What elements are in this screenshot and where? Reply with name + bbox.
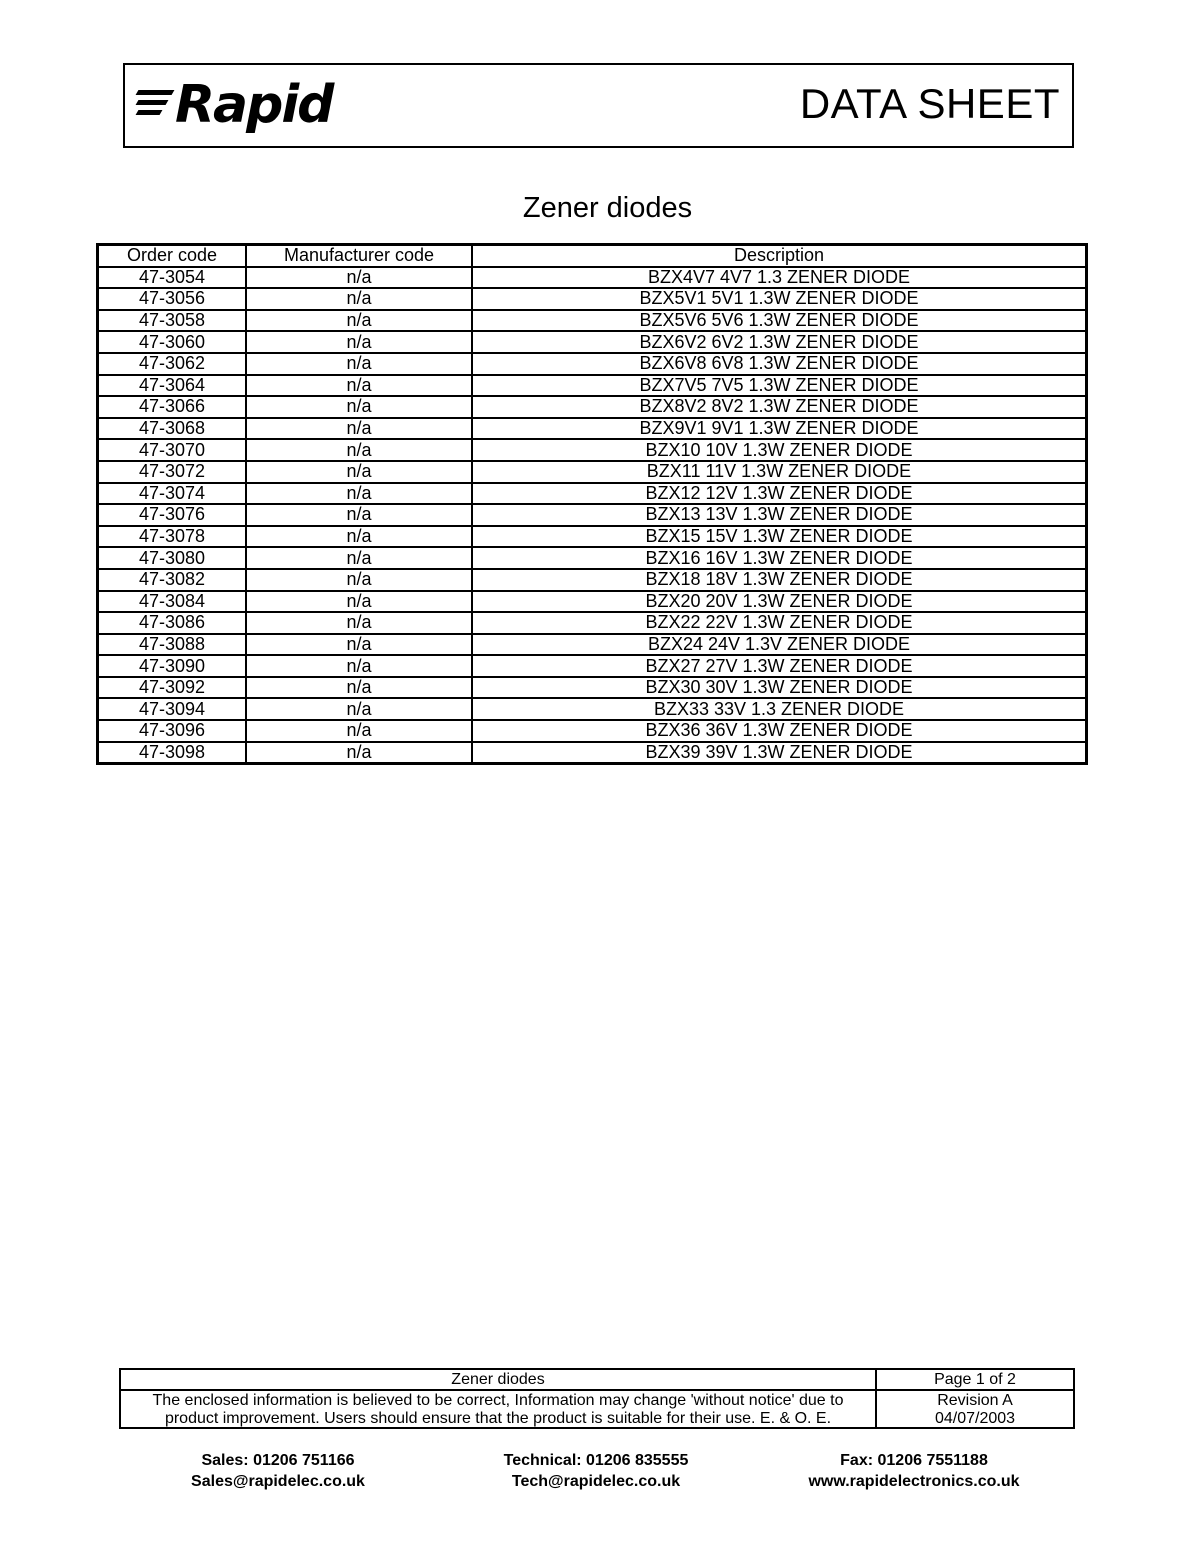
manufacturer-code-cell: n/a xyxy=(246,526,472,548)
footer-right xyxy=(877,1370,1073,1427)
manufacturer-code-cell: n/a xyxy=(246,267,472,289)
order-code-cell: 47-3054 xyxy=(98,267,247,289)
description-cell: BZX8V2 8V2 1.3W ZENER DIODE xyxy=(472,396,1087,418)
table-row xyxy=(98,483,1087,505)
sheet-title: DATA SHEET xyxy=(799,80,1060,127)
order-code-cell: 47-3080 xyxy=(98,547,247,569)
order-code-cell: 47-3076 xyxy=(98,504,247,526)
manufacturer-code-cell: n/a xyxy=(246,310,472,332)
website-link[interactable]: www.rapidelectronics.co.uk xyxy=(808,1473,1020,1490)
page-number: Page 1 of 2 xyxy=(877,1370,1073,1391)
table-row xyxy=(98,461,1087,483)
technical-phone: Technical: 01206 835555 xyxy=(503,1452,689,1469)
manufacturer-code-cell: n/a xyxy=(246,742,472,764)
manufacturer-code-cell: n/a xyxy=(246,547,472,569)
sales-email[interactable]: Sales@rapidelec.co.uk xyxy=(191,1473,365,1490)
table-row xyxy=(98,288,1087,310)
column-header-order-code: Order code xyxy=(98,245,247,267)
order-code-cell: 47-3078 xyxy=(98,526,247,548)
manufacturer-code-cell: n/a xyxy=(246,461,472,483)
order-code-cell: 47-3056 xyxy=(98,288,247,310)
table-body xyxy=(98,267,1087,764)
table-row xyxy=(98,375,1087,397)
order-code-cell: 47-3060 xyxy=(98,331,247,353)
manufacturer-code-cell: n/a xyxy=(246,655,472,677)
document-title: Zener diodes xyxy=(522,192,693,224)
manufacturer-code-cell: n/a xyxy=(246,288,472,310)
description-cell: BZX9V1 9V1 1.3W ZENER DIODE xyxy=(472,418,1087,440)
description-cell: BZX6V2 6V2 1.3W ZENER DIODE xyxy=(472,331,1087,353)
description-cell: BZX6V8 6V8 1.3W ZENER DIODE xyxy=(472,353,1087,375)
order-code-cell: 47-3064 xyxy=(98,375,247,397)
description-cell: BZX11 11V 1.3W ZENER DIODE xyxy=(472,461,1087,483)
parts-table xyxy=(96,243,1088,765)
manufacturer-code-cell: n/a xyxy=(246,612,472,634)
order-code-cell: 47-3062 xyxy=(98,353,247,375)
description-cell: BZX20 20V 1.3W ZENER DIODE xyxy=(472,591,1087,613)
footer-table xyxy=(119,1368,1075,1429)
manufacturer-code-cell: n/a xyxy=(246,439,472,461)
table-header-row xyxy=(98,245,1087,267)
order-code-cell: 47-3068 xyxy=(98,418,247,440)
table-row xyxy=(98,439,1087,461)
table-row xyxy=(98,569,1087,591)
technical-contact xyxy=(476,1450,716,1492)
manufacturer-code-cell: n/a xyxy=(246,634,472,656)
table-row xyxy=(98,331,1087,353)
fax-number: Fax: 01206 7551188 xyxy=(840,1452,988,1469)
manufacturer-code-cell: n/a xyxy=(246,720,472,742)
order-code-cell: 47-3070 xyxy=(98,439,247,461)
table-row xyxy=(98,547,1087,569)
table-row xyxy=(98,742,1087,764)
order-code-cell: 47-3066 xyxy=(98,396,247,418)
manufacturer-code-cell: n/a xyxy=(246,331,472,353)
description-cell: BZX5V6 5V6 1.3W ZENER DIODE xyxy=(472,310,1087,332)
description-cell: BZX24 24V 1.3V ZENER DIODE xyxy=(472,634,1087,656)
description-cell: BZX27 27V 1.3W ZENER DIODE xyxy=(472,655,1087,677)
description-cell: BZX4V7 4V7 1.3 ZENER DIODE xyxy=(472,267,1087,289)
order-code-cell: 47-3086 xyxy=(98,612,247,634)
table-row xyxy=(98,310,1087,332)
footer-title: Zener diodes xyxy=(121,1370,875,1391)
fax-web-contact xyxy=(794,1450,1034,1492)
technical-email[interactable]: Tech@rapidelec.co.uk xyxy=(511,1473,681,1490)
revision: Revision A xyxy=(937,1392,1013,1409)
order-code-cell: 47-3082 xyxy=(98,569,247,591)
column-header-description: Description xyxy=(472,245,1087,267)
manufacturer-code-cell: n/a xyxy=(246,353,472,375)
manufacturer-code-cell: n/a xyxy=(246,591,472,613)
order-code-cell: 47-3090 xyxy=(98,655,247,677)
description-cell: BZX18 18V 1.3W ZENER DIODE xyxy=(472,569,1087,591)
manufacturer-code-cell: n/a xyxy=(246,483,472,505)
order-code-cell: 47-3098 xyxy=(98,742,247,764)
manufacturer-code-cell: n/a xyxy=(246,698,472,720)
footer-disclaimer xyxy=(121,1391,875,1428)
manufacturer-code-cell: n/a xyxy=(246,504,472,526)
order-code-cell: 47-3058 xyxy=(98,310,247,332)
table-row xyxy=(98,591,1087,613)
description-cell: BZX36 36V 1.3W ZENER DIODE xyxy=(472,720,1087,742)
logo-stripes-icon xyxy=(137,90,173,115)
rapid-logo xyxy=(137,77,332,133)
manufacturer-code-cell: n/a xyxy=(246,677,472,699)
table-row xyxy=(98,396,1087,418)
table-row xyxy=(98,677,1087,699)
table-row xyxy=(98,418,1087,440)
column-header-manufacturer-code: Manufacturer code xyxy=(246,245,472,267)
header-box xyxy=(123,63,1074,148)
table-row xyxy=(98,526,1087,548)
manufacturer-code-cell: n/a xyxy=(246,396,472,418)
description-cell: BZX30 30V 1.3W ZENER DIODE xyxy=(472,677,1087,699)
manufacturer-code-cell: n/a xyxy=(246,375,472,397)
table-row xyxy=(98,612,1087,634)
sales-phone: Sales: 01206 751166 xyxy=(201,1452,355,1469)
order-code-cell: 47-3096 xyxy=(98,720,247,742)
order-code-cell: 47-3092 xyxy=(98,677,247,699)
footer-left xyxy=(121,1370,877,1427)
table-row xyxy=(98,655,1087,677)
description-cell: BZX13 13V 1.3W ZENER DIODE xyxy=(472,504,1087,526)
table-row xyxy=(98,634,1087,656)
order-code-cell: 47-3088 xyxy=(98,634,247,656)
table-row xyxy=(98,353,1087,375)
description-cell: BZX5V1 5V1 1.3W ZENER DIODE xyxy=(472,288,1087,310)
description-cell: BZX39 39V 1.3W ZENER DIODE xyxy=(472,742,1087,764)
table-row xyxy=(98,267,1087,289)
order-code-cell: 47-3072 xyxy=(98,461,247,483)
description-cell: BZX15 15V 1.3W ZENER DIODE xyxy=(472,526,1087,548)
manufacturer-code-cell: n/a xyxy=(246,418,472,440)
description-cell: BZX16 16V 1.3W ZENER DIODE xyxy=(472,547,1087,569)
order-code-cell: 47-3084 xyxy=(98,591,247,613)
description-cell: BZX33 33V 1.3 ZENER DIODE xyxy=(472,698,1087,720)
manufacturer-code-cell: n/a xyxy=(246,569,472,591)
revision-info xyxy=(877,1391,1073,1428)
description-cell: BZX7V5 7V5 1.3W ZENER DIODE xyxy=(472,375,1087,397)
sales-contact xyxy=(168,1450,388,1492)
table-row xyxy=(98,720,1087,742)
disclaimer-line: The enclosed information is believed to be correct, Information may change 'without notice' due to xyxy=(152,1392,844,1409)
disclaimer-line: product improvement. Users should ensure that the product is suitable for their use. E. & O. E. xyxy=(164,1410,832,1427)
revision-date: 04/07/2003 xyxy=(934,1410,1016,1427)
order-code-cell: 47-3094 xyxy=(98,698,247,720)
description-cell: BZX22 22V 1.3W ZENER DIODE xyxy=(472,612,1087,634)
description-cell: BZX10 10V 1.3W ZENER DIODE xyxy=(472,439,1087,461)
description-cell: BZX12 12V 1.3W ZENER DIODE xyxy=(472,483,1087,505)
table-row xyxy=(98,504,1087,526)
order-code-cell: 47-3074 xyxy=(98,483,247,505)
table-row xyxy=(98,698,1087,720)
logo-text: Rapid xyxy=(175,75,333,135)
